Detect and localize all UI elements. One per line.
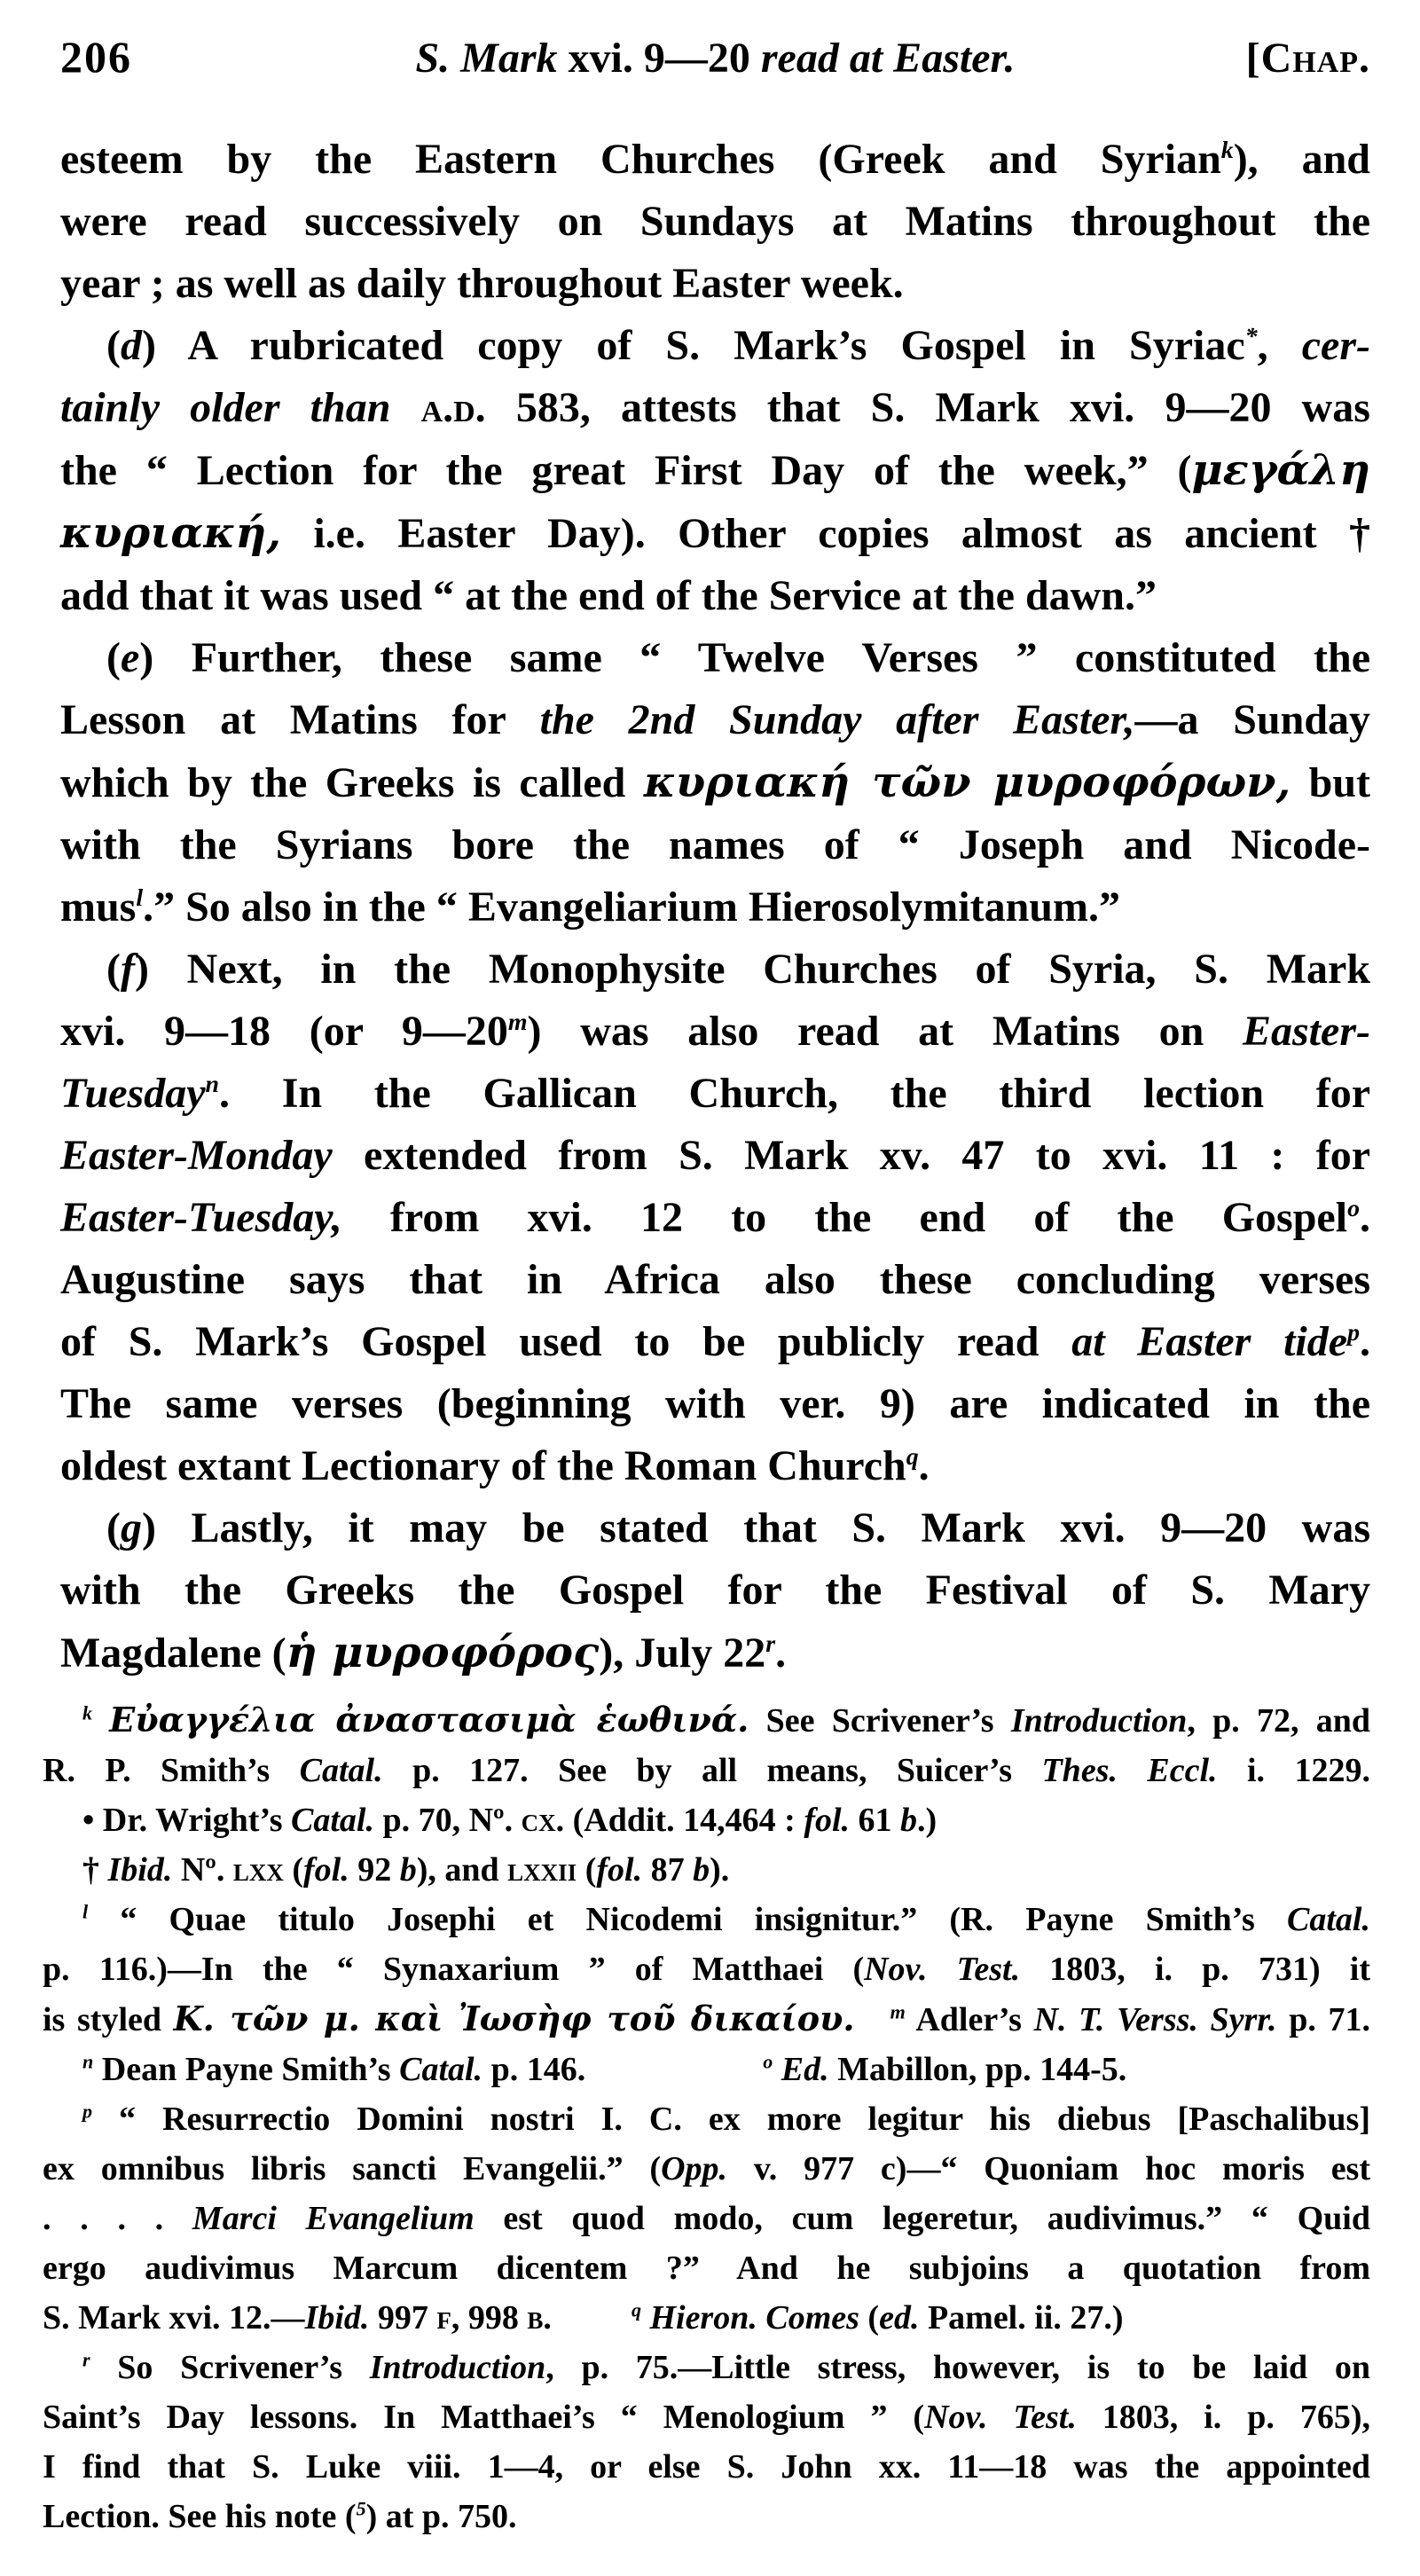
paragraph: [60, 315, 1370, 627]
text-segment: from xvi. 12 to the end of the Gospel: [341, 1194, 1348, 1241]
text-segment: .” So also in the “ Evangeliarium Hierosolymitanum.”: [143, 884, 1120, 931]
text-segment: “ Quae titulo Josephi et Nicodemi insignitur.” (R. Payne Smith’s: [88, 1901, 1288, 1938]
text-segment: Magdalene (: [60, 1630, 286, 1677]
text-line: [60, 565, 1370, 627]
text-segment: the 2nd Sunday after Easter,: [539, 696, 1135, 743]
body-text: [60, 129, 1370, 1685]
text-line: [43, 1746, 1370, 1795]
text-segment: mus: [60, 884, 137, 931]
text-segment: xvi. 9—18 (or 9—20: [60, 1008, 508, 1055]
text-segment: .: [1360, 1318, 1370, 1365]
footnote-marker: r: [765, 1630, 776, 1658]
text-segment: e: [120, 634, 140, 681]
text-segment: So Scrivener’s: [90, 2349, 370, 2386]
text-segment: i. 1229.: [1217, 1752, 1370, 1789]
text-line: [60, 502, 1370, 565]
text-segment: .: [1360, 1194, 1370, 1241]
text-line: [60, 689, 1370, 751]
text-line: [60, 377, 1370, 439]
text-segment: but: [1291, 759, 1371, 806]
text-line: [43, 1895, 1370, 1944]
text-segment: Catal.: [299, 1752, 383, 1789]
text-line: [43, 2492, 1370, 2541]
footnote: [43, 1845, 1370, 1895]
text-segment: (: [283, 1851, 304, 1889]
greek-text: ἡ μυροφόρος: [286, 1628, 600, 1677]
text-segment: b: [399, 1851, 417, 1889]
text-segment: b.: [527, 2299, 552, 2336]
text-segment: p. 70, Nº.: [373, 1802, 522, 1839]
text-segment: , p. 75.—Little stress, however, is to be laid on: [545, 2349, 1371, 2386]
text-line: [60, 1622, 1370, 1685]
text-segment: —a Sunday: [1134, 696, 1371, 743]
text-segment: I find that S. Luke viii. 1—4, or else S. John xx. 11—18 was the appointed: [43, 2448, 1370, 2486]
text-line: [60, 439, 1370, 502]
text-line: [60, 1497, 1370, 1559]
text-segment: d: [120, 322, 142, 369]
greek-text: Εὐαγγέλια ἀναστασιμὰ ἑωθινά.: [109, 1700, 749, 1740]
text-line: [43, 2442, 1370, 2492]
footnote-marker: l: [136, 884, 144, 912]
text-line: [60, 814, 1370, 876]
text-segment: Nº.: [172, 1851, 233, 1889]
text-segment: oldest extant Lectionary of the Roman Church: [60, 1442, 906, 1489]
text-segment: Introduction: [369, 2349, 546, 2386]
footnotes: [43, 1695, 1370, 2541]
text-segment: fol.: [804, 1802, 851, 1839]
footnote: [43, 1795, 1370, 1845]
greek-text: Κ. τῶν μ. καὶ Ἰωσὴφ τοῦ δικαίου.: [173, 1999, 855, 2038]
text-segment: add that it was used “ at the end of the Service at the dawn.”: [60, 572, 1157, 619]
text-segment: p. 146.: [482, 2051, 586, 2088]
text-segment: 583, attests that S. Mark xvi. 9—20 was: [485, 384, 1370, 431]
text-segment: (: [106, 1504, 121, 1551]
text-segment: 61: [850, 1802, 901, 1839]
text-segment: the “ Lection for the great First Day of the week,” (: [60, 447, 1192, 494]
text-segment: ,: [1257, 322, 1302, 369]
text-line: [60, 1311, 1370, 1373]
text-segment: fol.: [596, 1851, 643, 1889]
text-line: [60, 939, 1370, 1001]
text-segment: . . . .: [43, 2200, 192, 2237]
paragraph: [60, 1497, 1370, 1685]
text-segment: cer-: [1301, 322, 1370, 369]
text-segment: R. P. Smith’s: [43, 1752, 300, 1789]
paragraph: [60, 939, 1370, 1497]
text-segment: g: [120, 1504, 142, 1551]
text-segment: 1803, i. p. 731) it: [1020, 1951, 1370, 1988]
text-line: [43, 1795, 1370, 1845]
text-segment: (: [577, 1851, 597, 1889]
text-segment: v. 977 c)—“ Quoniam hoc moris est: [727, 2150, 1371, 2187]
text-segment: b: [693, 1851, 710, 1889]
text-segment: with the Greeks the Gospel for the Festival of S. Mary: [60, 1567, 1370, 1614]
text-segment: Marci Evangelium: [192, 2200, 475, 2237]
footnote-marker: p: [82, 2100, 93, 2123]
text-segment: Hieron. Comes: [649, 2299, 859, 2336]
text-segment: (: [106, 634, 121, 681]
text-segment: a.d.: [420, 384, 486, 431]
text-line: [60, 1373, 1370, 1435]
text-segment: (: [106, 946, 121, 993]
text-segment: lxx: [232, 1851, 284, 1889]
text-segment: ), and: [1233, 136, 1371, 183]
text-line: [60, 191, 1370, 253]
text-segment: p. 127. See by all means, Suicer’s: [382, 1752, 1042, 1789]
text-line: [43, 1845, 1370, 1895]
text-segment: Tuesday: [60, 1070, 206, 1117]
text-line: [60, 751, 1370, 814]
text-segment: ), and: [416, 1851, 508, 1889]
text-segment: ergo audivimus Marcum dicentem ?” And he subjoins a quotation from: [43, 2250, 1370, 2287]
text-segment: 998: [459, 2299, 528, 2336]
text-line: [60, 876, 1370, 939]
text-segment: year ; as well as daily throughout Easter week.: [60, 260, 904, 307]
footnote-marker: n: [82, 2050, 94, 2073]
text-segment: Thes. Eccl.: [1041, 1752, 1218, 1789]
running-title: [255, 34, 1175, 83]
text-segment: at Easter tide: [1071, 1318, 1348, 1365]
text-line: [60, 1125, 1370, 1187]
running-title-ref: xvi. 9—20: [568, 35, 750, 82]
text-segment: 92: [349, 1851, 400, 1889]
footnote-marker: 5: [356, 2497, 366, 2520]
footnote: [43, 2343, 1370, 2541]
text-segment: ), July 22: [599, 1630, 766, 1677]
text-segment: Augustine says that in Africa also these concluding verses: [60, 1256, 1370, 1303]
text-segment: p. 71.: [1276, 2001, 1370, 2038]
footnote-marker: k: [82, 1701, 93, 1724]
text-segment: is styled: [43, 2001, 174, 2038]
greek-text: μεγάλη: [1191, 445, 1370, 495]
text-segment: Pamel. ii. 27.): [919, 2299, 1124, 2336]
text-segment: extended from S. Mark xv. 47 to xvi. 11 : for: [332, 1132, 1370, 1179]
footnote-marker: m: [507, 1009, 528, 1036]
footnote-marker: k: [1220, 137, 1234, 164]
text-segment: tainly older than: [60, 384, 421, 431]
paragraph: [60, 627, 1370, 939]
text-segment: †: [82, 1851, 108, 1889]
text-segment: Easter-Tuesday,: [60, 1194, 342, 1241]
text-segment: Dean Payne Smith’s: [93, 2051, 400, 2088]
text-segment: ).: [710, 1851, 730, 1889]
footnote-marker: r: [82, 2348, 90, 2371]
text-segment: [773, 2051, 781, 2088]
text-segment: . In the Gallican Church, the third lection for: [219, 1070, 1370, 1117]
running-title-pre: S. Mark: [415, 35, 558, 82]
text-segment: Easter-: [1242, 1008, 1370, 1055]
text-segment: with the Syrians bore the names of “ Joseph and Nicode-: [60, 821, 1370, 868]
paragraph: [60, 129, 1370, 315]
text-segment: ) was also read at Matins on: [527, 1008, 1243, 1055]
text-segment: Catal.: [291, 1802, 374, 1839]
text-line: [43, 1695, 1370, 1746]
footnote: [43, 1695, 1370, 1795]
text-segment: esteem by the Eastern Churches (Greek and Syrian: [60, 136, 1221, 183]
text-line: [43, 2293, 1370, 2343]
chapter-label: [Chap.: [1245, 35, 1370, 82]
text-segment: S. Mark xvi. 12.—: [43, 2299, 305, 2336]
text-line: [60, 1001, 1370, 1063]
page-number: 206: [60, 32, 132, 82]
text-segment: ) A rubricated copy of S. Mark’s Gospel in Syriac: [141, 322, 1245, 369]
text-line: [43, 1994, 1370, 2045]
text-line: [43, 2144, 1370, 2194]
footnote: [43, 1895, 1370, 2045]
text-segment: Easter-Monday: [60, 1132, 333, 1179]
text-segment: Opp.: [661, 2150, 728, 2187]
text-line: [60, 1249, 1370, 1311]
text-segment: Ibid.: [304, 2299, 370, 2336]
text-segment: Nov. Test.: [924, 2399, 1077, 2436]
text-segment: Saint’s Day lessons. In Matthaei’s “ Menologium ” (: [43, 2399, 925, 2436]
text-segment: Adler’s: [905, 2001, 1034, 2038]
text-segment: See Scrivener’s: [749, 1702, 1011, 1740]
text-line: [60, 1187, 1370, 1249]
text-line: [43, 2194, 1370, 2243]
text-segment: (: [859, 2299, 880, 2336]
text-line: [60, 1063, 1370, 1125]
footnote-marker: p: [1347, 1319, 1360, 1347]
text-segment: (Addit. 14,464 :: [564, 1802, 804, 1839]
text-line: [60, 1435, 1370, 1497]
text-segment: p. 116.)—In the “ Synaxarium ” of Matthaei (: [43, 1951, 865, 1988]
footnote-marker: *: [1244, 323, 1258, 350]
text-segment: Mabillon, pp. 144-5.: [828, 2051, 1127, 2088]
text-segment: cx.: [521, 1802, 565, 1839]
text-segment: Ed.: [781, 2051, 829, 2088]
text-segment: • Dr. Wright’s: [82, 1802, 291, 1839]
text-segment: ) Lastly, it may be stated that S. Mark xvi. 9—20 was: [141, 1504, 1370, 1551]
text-segment: .: [918, 1442, 930, 1489]
text-line: [60, 1559, 1370, 1622]
text-segment: 1803, i. p. 765),: [1076, 2399, 1370, 2436]
text-segment: [92, 1702, 109, 1740]
footnote-marker: m: [890, 2000, 906, 2023]
text-line: [43, 2392, 1370, 2442]
footnote-column-gap: [585, 2079, 763, 2080]
text-segment: Lesson at Matins for: [60, 696, 540, 743]
text-line: [43, 1944, 1370, 1994]
text-segment: i.e. Easter Day). Other copies almost as ancient †: [280, 510, 1370, 557]
text-segment: Lection. See his note (: [43, 2498, 357, 2535]
text-segment: (: [106, 322, 121, 369]
footnote-marker: n: [205, 1071, 220, 1098]
text-line: [43, 2094, 1370, 2144]
text-segment: f: [120, 946, 135, 993]
text-segment: ex omnibus libris sancti Evangelii.” (: [43, 2150, 662, 2187]
text-segment: Introduction: [1010, 1702, 1188, 1740]
text-line: [43, 2045, 1370, 2094]
text-segment: Catal.: [1287, 1901, 1370, 1938]
footnote: [43, 2045, 1370, 2094]
text-segment: ) at p. 750.: [365, 2498, 517, 2535]
text-line: [43, 2243, 1370, 2293]
footnote-marker: o: [1347, 1195, 1360, 1222]
text-line: [60, 253, 1370, 315]
text-segment: Nov. Test.: [864, 1951, 1021, 1988]
text-line: [60, 315, 1370, 377]
text-segment: .: [775, 1630, 787, 1677]
footnote-marker: l: [82, 1900, 89, 1923]
greek-text: κυριακή τῶν μυροφόρων,: [643, 758, 1291, 807]
text-segment: b: [900, 1802, 918, 1839]
text-segment: .): [917, 1802, 938, 1839]
text-segment: , p. 72, and: [1187, 1702, 1371, 1740]
text-segment: Catal.: [399, 2051, 483, 2088]
footnote-marker: o: [763, 2050, 773, 2073]
footnote-column-gap: [552, 2328, 632, 2329]
footnote: [43, 2094, 1370, 2343]
text-line: [43, 2343, 1370, 2392]
footnote-marker: q: [906, 1443, 919, 1471]
text-segment: The same verses (beginning with ver. 9) are indicated in the: [60, 1380, 1370, 1427]
text-segment: Ibid.: [107, 1851, 173, 1889]
text-segment: ) Next, in the Monophysite Churches of Syria, S. Mark: [134, 946, 1370, 993]
running-title-post: read at Easter.: [760, 35, 1016, 82]
text-segment: N. T. Verss. Syrr.: [1033, 2001, 1277, 2038]
footnote-marker: q: [631, 2298, 641, 2321]
text-segment: ) Further, these same “ Twelve Verses ” constituted the: [139, 634, 1370, 681]
text-segment: 87: [642, 1851, 694, 1889]
greek-text: κυριακή,: [60, 508, 281, 558]
text-segment: f,: [436, 2299, 460, 2336]
text-segment: ed.: [879, 2299, 920, 2336]
text-line: [60, 129, 1370, 191]
text-segment: est quod modo, cum legeretur, audivimus.” “ Quid: [474, 2200, 1370, 2237]
text-segment: which by the Greeks is called: [60, 759, 644, 806]
text-segment: were read successively on Sundays at Matins throughout the: [60, 198, 1370, 245]
text-segment: lxxii: [507, 1851, 577, 1889]
text-segment: fol.: [303, 1851, 349, 1889]
text-line: [60, 627, 1370, 689]
page-header: [60, 32, 1370, 83]
text-segment: “ Resurrectio Domini nostri I. C. ex more legitur his diebus [Paschalibus]: [92, 2101, 1370, 2138]
text-segment: 997: [369, 2299, 437, 2336]
text-segment: of S. Mark’s Gospel used to be publicly read: [60, 1318, 1072, 1365]
